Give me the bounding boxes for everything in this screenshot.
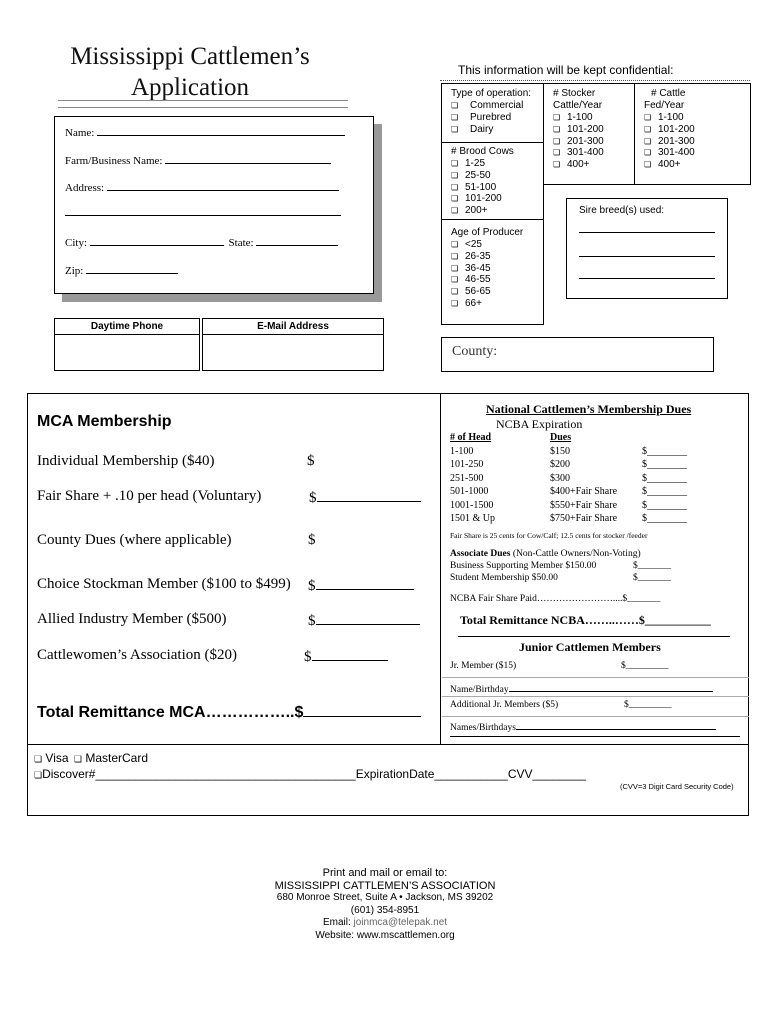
checkbox-icon[interactable]: ❏ <box>451 206 459 216</box>
fed-option-label: 301-400 <box>658 147 695 159</box>
additional-jr[interactable]: Additional Jr. Members ($5) $_________ <box>450 700 672 710</box>
associate-dues <box>450 549 641 559</box>
footer-address: 680 Monroe Street, Suite A • Jackson, MS 39202 <box>276 892 494 903</box>
mca-item-label: Fair Share + .10 per head (Voluntary) <box>37 488 262 504</box>
ncba-table <box>450 431 687 526</box>
ncba-expiration: NCBA Expiration <box>496 417 583 431</box>
col-head: # of Head <box>450 432 492 443</box>
associate-title: Associate Dues <box>450 549 511 559</box>
jr-member[interactable]: Jr. Member ($15) $_________ <box>450 661 669 671</box>
name-field[interactable] <box>65 123 345 139</box>
brood-cows-box <box>441 142 544 220</box>
brood-title: # Brood Cows <box>451 146 514 157</box>
checkbox-icon[interactable]: ❏ <box>553 148 561 158</box>
fed-option[interactable] <box>644 159 695 171</box>
checkbox-icon[interactable]: ❏ <box>451 251 459 261</box>
mca-item-amount[interactable]: $ <box>308 532 316 548</box>
brood-option-label: 25-50 <box>465 169 491 181</box>
jr-bottom-rule <box>450 736 740 737</box>
mastercard-label: MasterCard <box>85 751 149 765</box>
fed-option-label: 400+ <box>658 159 681 171</box>
brood-option-label: 200+ <box>465 205 488 217</box>
brood-option[interactable] <box>451 205 502 217</box>
expiration-label: ExpirationDate <box>355 767 435 781</box>
title-line-1: Mississippi Cattlemen’s <box>70 43 310 70</box>
mca-item-amount[interactable]: $ <box>307 453 315 469</box>
footer-email: Email: joinmca@telepak.net <box>322 917 448 928</box>
type-option-label: Commercial <box>470 100 524 111</box>
sire-breed-box <box>566 198 728 299</box>
county-box[interactable] <box>441 337 714 372</box>
age-option-label: 26-35 <box>465 250 491 262</box>
stocker-options <box>553 112 604 171</box>
discover-checkbox[interactable]: ❏ <box>34 770 43 780</box>
ncba-head: 251-500 <box>450 472 484 484</box>
brood-option[interactable] <box>451 170 502 182</box>
mca-title: MCA Membership <box>37 413 172 430</box>
col-dues: Dues <box>550 432 572 443</box>
name-birthday[interactable]: Name/Birthday <box>450 682 713 695</box>
ncba-total[interactable]: Total Remittance NCBA……..……$___________ <box>460 613 711 627</box>
mca-item-amount[interactable]: $ <box>308 611 420 630</box>
sire-title: Sire breed(s) used: <box>579 205 665 216</box>
type-option[interactable] <box>451 124 523 136</box>
fed-option-label: 201-300 <box>658 135 695 147</box>
age-option[interactable] <box>451 274 491 286</box>
ncba-blank[interactable]: $________ <box>642 513 687 524</box>
ncba-dues: $550+Fair Share <box>550 499 618 511</box>
address-field[interactable] <box>65 178 339 194</box>
visa-checkbox[interactable]: ❏ <box>34 754 43 764</box>
brood-option[interactable] <box>451 158 502 170</box>
age-option[interactable] <box>451 251 491 263</box>
cvv-note: (CVV=3 Digit Card Security Code) <box>620 782 734 791</box>
stocker-option[interactable] <box>553 159 604 171</box>
ncba-blank[interactable]: $________ <box>642 459 687 470</box>
mca-item-label: Choice Stockman Member ($100 to $499) <box>37 576 291 592</box>
ncba-dues: $750+Fair Share <box>550 513 618 524</box>
fed-options <box>644 112 695 171</box>
age-option-label: <25 <box>465 239 482 250</box>
sire-line-1[interactable] <box>579 232 715 233</box>
checkbox-icon[interactable]: ❏ <box>451 240 459 249</box>
age-option-label: 56-65 <box>465 286 491 298</box>
stocker-option[interactable] <box>553 147 604 159</box>
ncba-row[interactable] <box>450 485 687 499</box>
fed-option[interactable] <box>644 124 695 136</box>
address-label: Address: <box>65 182 105 194</box>
fed-option[interactable] <box>644 136 695 148</box>
student-member[interactable]: Student Membership $50.00 $_______ <box>450 573 671 583</box>
stocker-title-1: # Stocker <box>553 88 596 99</box>
type-option-label: Dairy <box>470 123 494 135</box>
ncba-blank[interactable]: $________ <box>642 445 687 457</box>
brood-options <box>451 158 502 217</box>
ncba-dues: $400+Fair Share <box>550 486 618 497</box>
fed-option[interactable] <box>644 112 695 124</box>
brood-option[interactable] <box>451 193 502 205</box>
discover-row <box>34 767 586 781</box>
checkbox-icon[interactable]: ❏ <box>451 263 459 273</box>
ncba-head: 501-1000 <box>450 486 489 497</box>
brood-option-label: 51-100 <box>465 181 497 193</box>
page-title <box>40 41 340 103</box>
checkbox-icon[interactable]: ❏ <box>451 124 459 134</box>
checkbox-icon[interactable]: ❏ <box>451 182 459 192</box>
ncba-dues: $200 <box>550 459 570 470</box>
mca-item-amount[interactable]: $ <box>308 576 414 595</box>
type-options <box>451 100 523 135</box>
ncba-blank[interactable]: $________ <box>642 486 687 497</box>
checkbox-icon[interactable]: ❏ <box>451 298 459 308</box>
email-link[interactable]: joinmca@telepak.net <box>353 917 448 928</box>
footer-line-2: MISSISSIPPI CATTLEMEN’S ASSOCIATION <box>274 879 496 892</box>
checkbox-icon[interactable]: ❏ <box>451 112 459 122</box>
checkbox-icon[interactable]: ❏ <box>644 124 652 134</box>
mastercard-checkbox[interactable]: ❏ <box>73 754 82 764</box>
type-option[interactable] <box>451 112 523 124</box>
mca-item-label: Individual Membership ($40) <box>37 453 215 469</box>
checkbox-icon[interactable]: ❏ <box>553 113 561 122</box>
daytime-phone-input[interactable] <box>54 334 200 371</box>
stocker-option-label: 400+ <box>567 159 590 171</box>
fed-title-2: Fed/Year <box>644 100 685 111</box>
ncba-title: National Cattlemen’s Membership Dues <box>486 402 692 416</box>
associate-sub: (Non-Cattle Owners/Non-Voting) <box>510 549 641 559</box>
stocker-title-2: Cattle/Year <box>553 100 603 111</box>
type-of-operation-box <box>441 83 544 143</box>
ncba-dues: $150 <box>550 445 570 457</box>
ncba-fair-share-paid[interactable]: NCBA Fair Share Paid……………………....$_______ <box>450 594 661 604</box>
stocker-option[interactable] <box>553 124 604 136</box>
checkbox-icon[interactable]: ❏ <box>451 287 459 297</box>
ncba-row[interactable] <box>450 499 687 513</box>
ncba-row[interactable] <box>450 512 687 526</box>
fed-option-label: 1-100 <box>658 112 684 123</box>
mca-total[interactable]: Total Remittance MCA……………..$ <box>37 702 421 722</box>
ncba-head: 1001-1500 <box>450 499 494 511</box>
footer-phone: (601) 354-8951 <box>350 904 420 916</box>
checkbox-icon[interactable]: ❏ <box>451 275 459 285</box>
stocker-option[interactable] <box>553 112 604 124</box>
ncba-dues: $300 <box>550 472 570 484</box>
checkbox-icon[interactable]: ❏ <box>644 136 652 146</box>
checkbox-icon[interactable]: ❏ <box>553 136 561 146</box>
ncba-divider <box>458 636 730 637</box>
stocker-option-label: 301-400 <box>567 147 604 159</box>
mca-item-label: County Dues (where applicable) <box>37 532 232 548</box>
business-member[interactable]: Business Supporting Member $150.00 $_______ <box>450 561 671 571</box>
county-label: County: <box>452 344 498 359</box>
age-option[interactable] <box>451 286 491 298</box>
ncba-row[interactable] <box>450 472 687 486</box>
type-title: Type of operation: <box>451 88 532 99</box>
daytime-phone-header: Daytime Phone <box>54 318 200 335</box>
stocker-option-label: 201-300 <box>567 135 604 147</box>
brood-option-label: 1-25 <box>465 158 486 169</box>
fed-option[interactable] <box>644 147 695 159</box>
title-rule <box>58 100 348 108</box>
sire-line-2[interactable] <box>579 256 715 257</box>
address-line-2[interactable] <box>65 215 341 216</box>
age-option[interactable] <box>451 263 491 275</box>
mca-item-amount[interactable]: $ <box>309 488 421 507</box>
type-option-label: Purebred <box>470 111 512 123</box>
email-header: E-Mail Address <box>202 318 384 335</box>
age-of-producer-box <box>441 219 544 325</box>
ncba-row[interactable] <box>450 458 687 472</box>
fed-title-1: # Cattle <box>651 88 686 99</box>
sire-line-3[interactable] <box>579 278 715 279</box>
stocker-cattle-box <box>543 83 635 185</box>
cvv-label: CVV <box>507 767 533 781</box>
contact-box <box>54 116 374 294</box>
ncba-head: 1-100 <box>450 445 474 457</box>
expiration-input[interactable]: ___________ <box>434 767 508 781</box>
checkbox-icon[interactable]: ❏ <box>644 160 652 170</box>
confidential-note: This information will be kept confidential: <box>458 63 674 77</box>
discover-label: Discover# <box>42 767 96 781</box>
confidential-rule <box>440 80 750 81</box>
zip-field[interactable] <box>65 261 178 277</box>
fair-share-note: Fair Share is 25 cents for Cow/Calf; 12.5 cents for stocker /feeder <box>450 531 648 540</box>
checkbox-icon[interactable]: ❏ <box>644 148 652 158</box>
zip-label: Zip: <box>65 265 84 277</box>
checkbox-icon[interactable]: ❏ <box>451 170 459 180</box>
name-label: Name: <box>65 127 95 139</box>
ncba-blank[interactable]: $________ <box>642 472 687 484</box>
mca-item-amount[interactable]: $ <box>304 647 388 666</box>
jr-divider <box>442 677 749 678</box>
discover-input[interactable]: _______________________________________ <box>95 767 356 781</box>
junior-title: Junior Cattlemen Members <box>519 640 661 654</box>
fed-option-label: 101-200 <box>658 123 695 135</box>
city-state-field[interactable] <box>65 233 338 249</box>
ncba-head: 101-250 <box>450 459 484 470</box>
mca-item-label: Cattlewomen’s Association ($20) <box>37 647 237 663</box>
farm-name-field[interactable] <box>65 151 331 167</box>
ncba-head: 1501 & Up <box>450 513 495 524</box>
age-option[interactable] <box>451 239 491 251</box>
state-label: State: <box>228 237 254 249</box>
ncba-row[interactable] <box>450 445 687 459</box>
checkbox-icon[interactable]: ❏ <box>451 101 459 110</box>
membership-divider <box>440 394 441 744</box>
checkbox-icon[interactable]: ❏ <box>553 160 561 170</box>
footer-website[interactable]: Website: www.mscattlemen.org <box>315 929 455 941</box>
age-option[interactable] <box>451 298 491 310</box>
age-option-label: 66+ <box>465 297 482 309</box>
jr-divider-3 <box>442 716 749 717</box>
stocker-option-label: 101-200 <box>567 123 604 135</box>
ncba-blank[interactable]: $________ <box>642 499 687 511</box>
card-type-row <box>34 751 148 765</box>
farm-label: Farm/Business Name: <box>65 155 163 167</box>
title-line-2: Application <box>130 74 250 101</box>
age-option-label: 46-55 <box>465 274 491 286</box>
checkbox-icon[interactable]: ❏ <box>553 124 561 134</box>
age-title: Age of Producer <box>451 227 524 238</box>
mca-item-label: Allied Industry Member ($500) <box>37 611 227 627</box>
email-input[interactable] <box>202 334 384 371</box>
stocker-option[interactable] <box>553 136 604 148</box>
cattle-fed-box <box>634 83 751 185</box>
footer <box>235 867 535 942</box>
city-label: City: <box>65 237 88 249</box>
names-birthdays[interactable]: Names/Birthdays <box>450 720 716 733</box>
type-option[interactable] <box>451 100 523 112</box>
cvv-input[interactable]: ________ <box>532 767 586 781</box>
checkbox-icon[interactable]: ❏ <box>451 194 459 204</box>
checkbox-icon[interactable]: ❏ <box>451 159 459 168</box>
age-options <box>451 239 491 310</box>
brood-option-label: 101-200 <box>465 193 502 205</box>
visa-label: Visa <box>45 751 69 765</box>
footer-line-1: Print and mail or email to: <box>322 867 448 879</box>
stocker-option-label: 1-100 <box>567 112 593 123</box>
checkbox-icon[interactable]: ❏ <box>644 113 652 122</box>
jr-divider-2 <box>442 696 749 697</box>
brood-option[interactable] <box>451 182 502 194</box>
age-option-label: 36-45 <box>465 262 491 274</box>
